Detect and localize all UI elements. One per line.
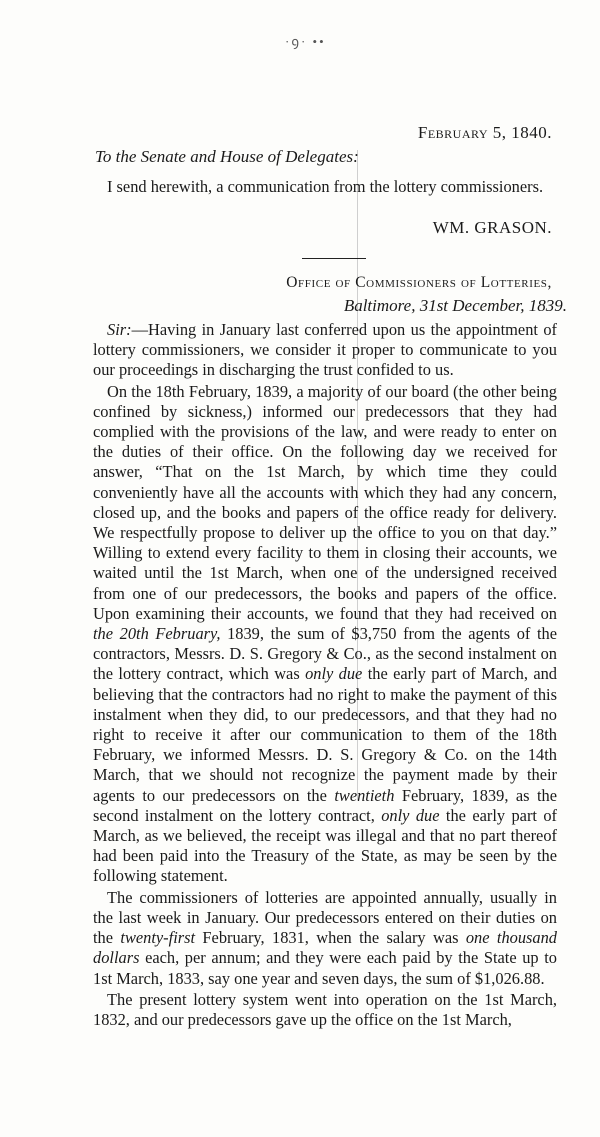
- page-folio-mark: ·ꝯ· ••: [285, 34, 326, 49]
- paragraph-2-text-c: the early part of March, and believing that the contractors had no right to make the payment of this instalment when they did, to our predecessors, and that they had no right to receive it after our communication to them of the 18th February, we informed Messrs. D. S. Gregory & Co. on the 14th March, that we should not recognize the payment made by their agents to our predecessors on the: [93, 664, 558, 805]
- commissioners-letter: [93, 320, 557, 1031]
- paragraph-2-text-e: the early part of March, as we believed, the receipt was illegal and that no part thereof had been paid into the Treasury of the State, as may be seen by the following statement.: [93, 805, 557, 886]
- cover-letter-text: I send herewith, a communication from the lottery commissioners.: [107, 177, 544, 196]
- paragraph-2-emphasis-3: twentieth: [334, 785, 395, 805]
- paragraph-3-text-c: each, per annum; and they were each paid by the State up to 1st March, 1833, say one year and seven days, the sum of $1,026.88.: [93, 948, 557, 988]
- cover-letter: [93, 177, 557, 197]
- paragraph-1-text: —Having in January last conferred upon us the appointment of lottery commissioners, we consider it proper to communicate to you our proceedings in discharging the trust confided to us.: [93, 320, 557, 380]
- section-divider: [302, 258, 366, 259]
- paragraph-3-emphasis-1: twenty-first: [120, 928, 196, 948]
- paragraph-2-text-d: February, 1839, as the second instalment on the lottery contract,: [93, 785, 557, 825]
- paragraph-4: The present lottery system went into operation on the 1st March, 1832, and our predecessors gave up the office on the 1st March,: [93, 989, 557, 1029]
- place-and-date: Baltimore, 31st December, 1839.: [343, 296, 567, 315]
- paragraph-3-text-a: The commissioners of lotteries are appointed annually, usually in the last week in January. Our predecessors entered on their duties on the: [93, 887, 557, 948]
- paragraph-2-emphasis-4: only due: [381, 805, 440, 825]
- governor-signature: WM. GRASON.: [432, 218, 552, 237]
- paragraph-2: [93, 382, 557, 887]
- paragraph-2-emphasis-1: the 20th February,: [93, 624, 221, 644]
- office-heading: Office of Commissioners of Lotteries,: [286, 274, 552, 291]
- paragraph-3: [93, 888, 557, 989]
- paragraph-3-emphasis-2: one thousand dollars: [93, 928, 557, 968]
- paragraph-2-emphasis-2: only due: [305, 664, 363, 684]
- paragraph-3-text-b: February, 1831, when the salary was: [195, 928, 466, 948]
- letter-salutation: Sir:: [107, 320, 132, 339]
- paragraph-1: [93, 320, 557, 381]
- salutation: To the Senate and House of Delegates:: [95, 147, 359, 166]
- cover-date: February 5, 1840.: [417, 123, 552, 142]
- paragraph-2-text-b: 1839, the sum of $3,750 from the agents of the contractors, Messrs. D. S. Gregory & Co., as the second instalment on the lottery contract, which was: [93, 624, 557, 684]
- paragraph-2-text-a: On the 18th February, 1839, a majority of our board (the other being confined by sickness,) informed our predecessors that they had complied with the provisions of the law, and were ready to enter on the duties of their office. On the following day we received for answer, “That on the 1st March, by which time they could conveniently have all the accounts with which they had any concern, closed up, and the books and papers of the office ready for delivery. We respectfully propose to deliver up the office to you on that day.” Willing to extend every facility to them in closing their accounts, we waited until the 1st March, when one of the undersigned received from one of our predecessors, the books and papers of the office. Upon examining their accounts, we found that they had received on: [93, 381, 557, 623]
